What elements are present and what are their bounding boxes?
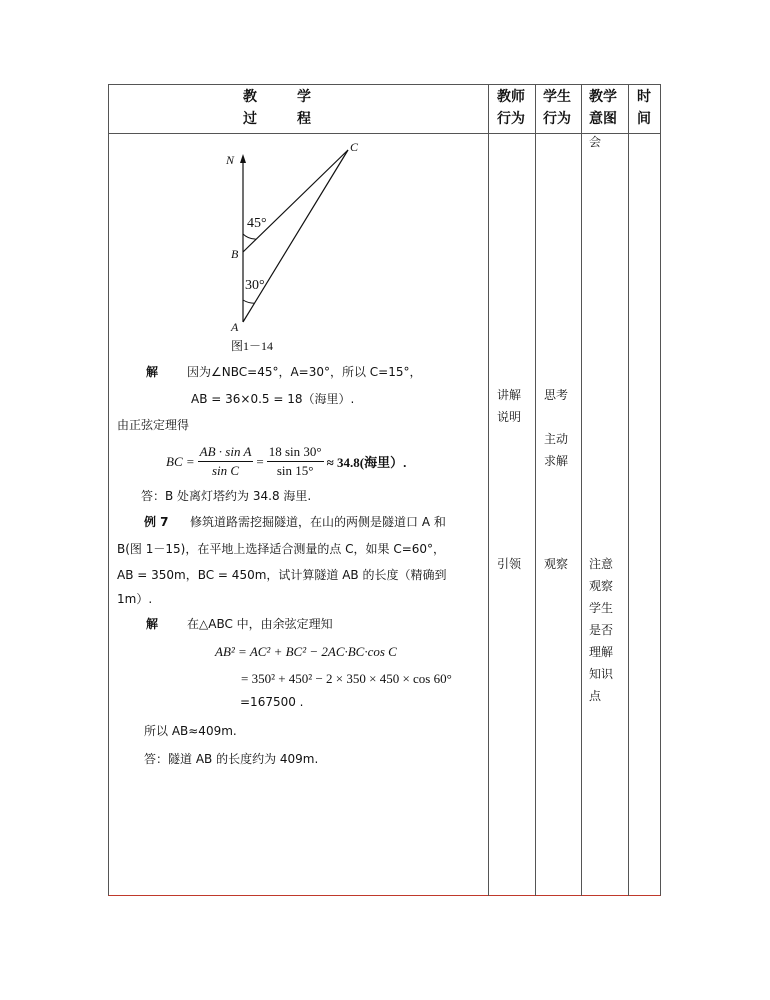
label-b: B [231,247,239,261]
student-action: 思考 [544,388,569,402]
intent-text: 是否 [589,623,614,637]
example-line: AB = 350m，BC = 450m，试计算隧道 AB 的长度（精确到 [117,568,447,582]
solution-ab-value: AB = 36×0.5 = 18（海里）. [191,392,355,406]
label-c: C [350,140,359,154]
solution-label: 解 [146,617,159,631]
answer-1: 答：B 处离灯塔约为 34.8 海里. [141,489,312,503]
angle-arc-a [243,300,255,303]
intent-text: 学生 [589,601,614,615]
fraction-1-denominator: sin C [211,463,240,478]
intent-text: 点 [589,689,602,703]
intent-text: 观察 [589,579,614,593]
header-intent-line1: 教学 [589,89,617,105]
example-line: 修筑道路需挖掘隧道，在山的两侧是隧道口 A 和 [190,515,446,529]
solution-label: 解 [146,365,159,379]
formula-result: ≈ 34.8(海里）. [326,455,407,470]
teacher-action: 讲解 [497,388,522,402]
intent-text: 理解 [589,645,614,659]
header-teacher-line2: 行为 [497,111,525,127]
intent-text: 知识 [589,667,614,681]
solution-text: 因为∠NBC=45°，A=30°，所以 C=15°， [187,365,422,379]
cosine-law-formula: AB² = AC² + BC² − 2AC·BC·cos C [215,644,397,659]
header-time-line2: 间 [637,111,651,127]
fraction-2-numerator: 18 sin 30° [267,444,324,462]
header-intent-line2: 意图 [589,111,617,127]
angle-label-b: 45° [247,216,267,231]
formula-equals: = [256,453,264,469]
header-teacher-line1: 教师 [497,89,525,105]
angle-label-a: 30° [245,278,265,293]
example-line: B(图 1－15)，在平地上选择适合测量的点 C，如果 C=60°， [117,542,446,556]
teacher-action: 说明 [497,410,522,424]
sine-law-formula [166,444,406,479]
label-a: A [231,320,239,334]
fraction-2 [267,444,324,479]
header-process-char: 学 [297,89,311,105]
answer-2: 答：隧道 AB 的长度约为 409m. [144,752,319,766]
example-line: 1m）. [117,592,153,606]
student-action: 主动 [544,432,569,446]
fraction-2-denominator: sin 15° [276,463,314,478]
label-n: N [226,153,235,167]
student-action: 观察 [544,557,569,571]
figure-caption: 图1－14 [231,339,274,353]
teacher-action: 引领 [497,557,522,571]
header-student-line1: 学生 [543,89,571,105]
header-process-char: 教 [243,89,257,105]
intent-text: 注意 [589,557,614,571]
header-time-line1: 时 [637,89,651,105]
cosine-law-substitution: = 350² + 450² − 2 × 350 × 450 × cos 60° [241,671,452,686]
example-label: 例 7 [144,515,169,529]
header-process-char: 程 [297,111,311,127]
solution-text: 在△ABC 中，由余弦定理知 [187,617,333,631]
formula-lhs: BC = [166,453,195,469]
fraction-1-numerator: AB · sin A [198,444,254,462]
intent-text: 会 [589,135,602,149]
student-action: 求解 [544,454,569,468]
sine-law-intro: 由正弦定理得 [117,418,190,432]
header-student-line2: 行为 [543,111,571,127]
north-arrow-head [240,154,246,163]
header-process-char: 过 [243,111,257,127]
angle-arc-b [243,234,256,239]
conclusion-text: 所以 AB≈409m. [144,724,237,738]
cosine-law-result: =167500 . [240,695,304,709]
fraction-1 [198,444,254,479]
